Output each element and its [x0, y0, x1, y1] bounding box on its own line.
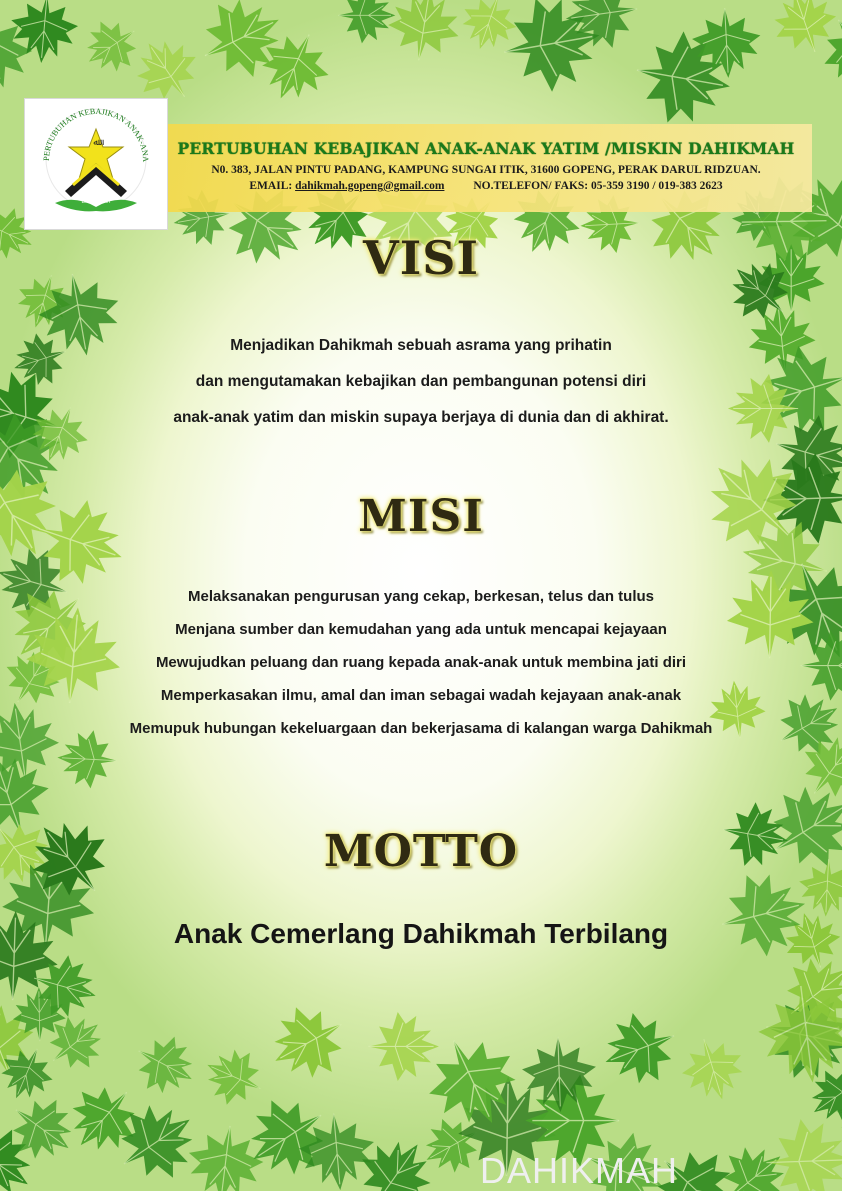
leaf-shape	[798, 1057, 842, 1134]
organization-contact	[160, 180, 812, 192]
svg-text:PERTUBUHAN KEBAJIKAN ANAK-ANAK: PERTUBUHAN KEBAJIKAN ANAK-ANA	[41, 106, 151, 163]
leaf-shape	[765, 1117, 842, 1191]
motto-text: Anak Cemerlang Dahikmah Terbilang	[173, 918, 669, 949]
misi-line: Memperkasakan ilmu, amal dan iman sebagai wadah kejayaan anak-anak	[160, 687, 682, 704]
leaf-shape	[764, 0, 842, 62]
visi-statement	[0, 328, 842, 436]
leaf-shape	[257, 992, 359, 1093]
organization-address: N0. 383, JALAN PINTU PADANG, KAMPUNG SUNGAI ITIK, 31600 GOPENG, PERAK DARUL RIDZUAN.	[211, 164, 761, 176]
misi-line: Mewujudkan peluang dan ruang kepada anak-anak untuk membina jati diri	[155, 654, 687, 671]
leaf-shape	[369, 1012, 439, 1081]
visi-heading: VISI	[363, 231, 479, 285]
visi-line: anak-anak yatim dan miskin supaya berjaya di dunia dan di akhirat.	[173, 409, 669, 426]
email-link[interactable]: dahikmah.gopeng@gmail.com	[295, 180, 445, 192]
svg-text:DAHIKMAH: DAHIKMAH	[81, 199, 111, 205]
visi-line: Menjadikan Dahikmah sebuah asrama yang prihatin	[230, 337, 612, 354]
organization-name: PERTUBUHAN KEBAJIKAN ANAK-ANAK YATIM /MISKIN DAHIKMAH	[177, 139, 795, 158]
logo-emblem-icon	[25, 99, 167, 229]
email-label: EMAIL:	[249, 180, 293, 192]
misi-line: Melaksanakan pengurusan yang cekap, berkesan, telus dan tulus	[188, 588, 654, 605]
visi-line: dan mengutamakan kebajikan dan pembangunan potensi diri	[195, 373, 647, 390]
misi-line: Menjana sumber dan kemudahan yang ada untuk mencapai kejayaan	[175, 621, 667, 638]
leaf-shape	[383, 0, 465, 66]
leaf-shape	[125, 1025, 206, 1105]
misi-heading: MISI	[358, 491, 484, 542]
leaf-shape	[338, 0, 395, 43]
misi-statement	[0, 580, 842, 745]
watermark: DAHIKMAH	[480, 1150, 679, 1191]
leaf-shape	[183, 1121, 267, 1191]
phone-number: NO.TELEFON/ FAKS: 05-359 3190 / 019-383 2623	[473, 180, 723, 192]
leaf-shape	[74, 9, 149, 84]
leaf-shape	[593, 1002, 687, 1096]
misi-line: Memupuk hubungan kekeluargaan dan bekerjasama di kalangan warga Dahikmah	[129, 720, 713, 737]
organization-logo	[24, 98, 168, 230]
svg-text:ﷲ: ﷲ	[93, 138, 99, 148]
leaf-shape	[674, 1030, 751, 1108]
motto-heading: MOTTO	[323, 826, 519, 877]
leaf-shape	[196, 1039, 272, 1115]
